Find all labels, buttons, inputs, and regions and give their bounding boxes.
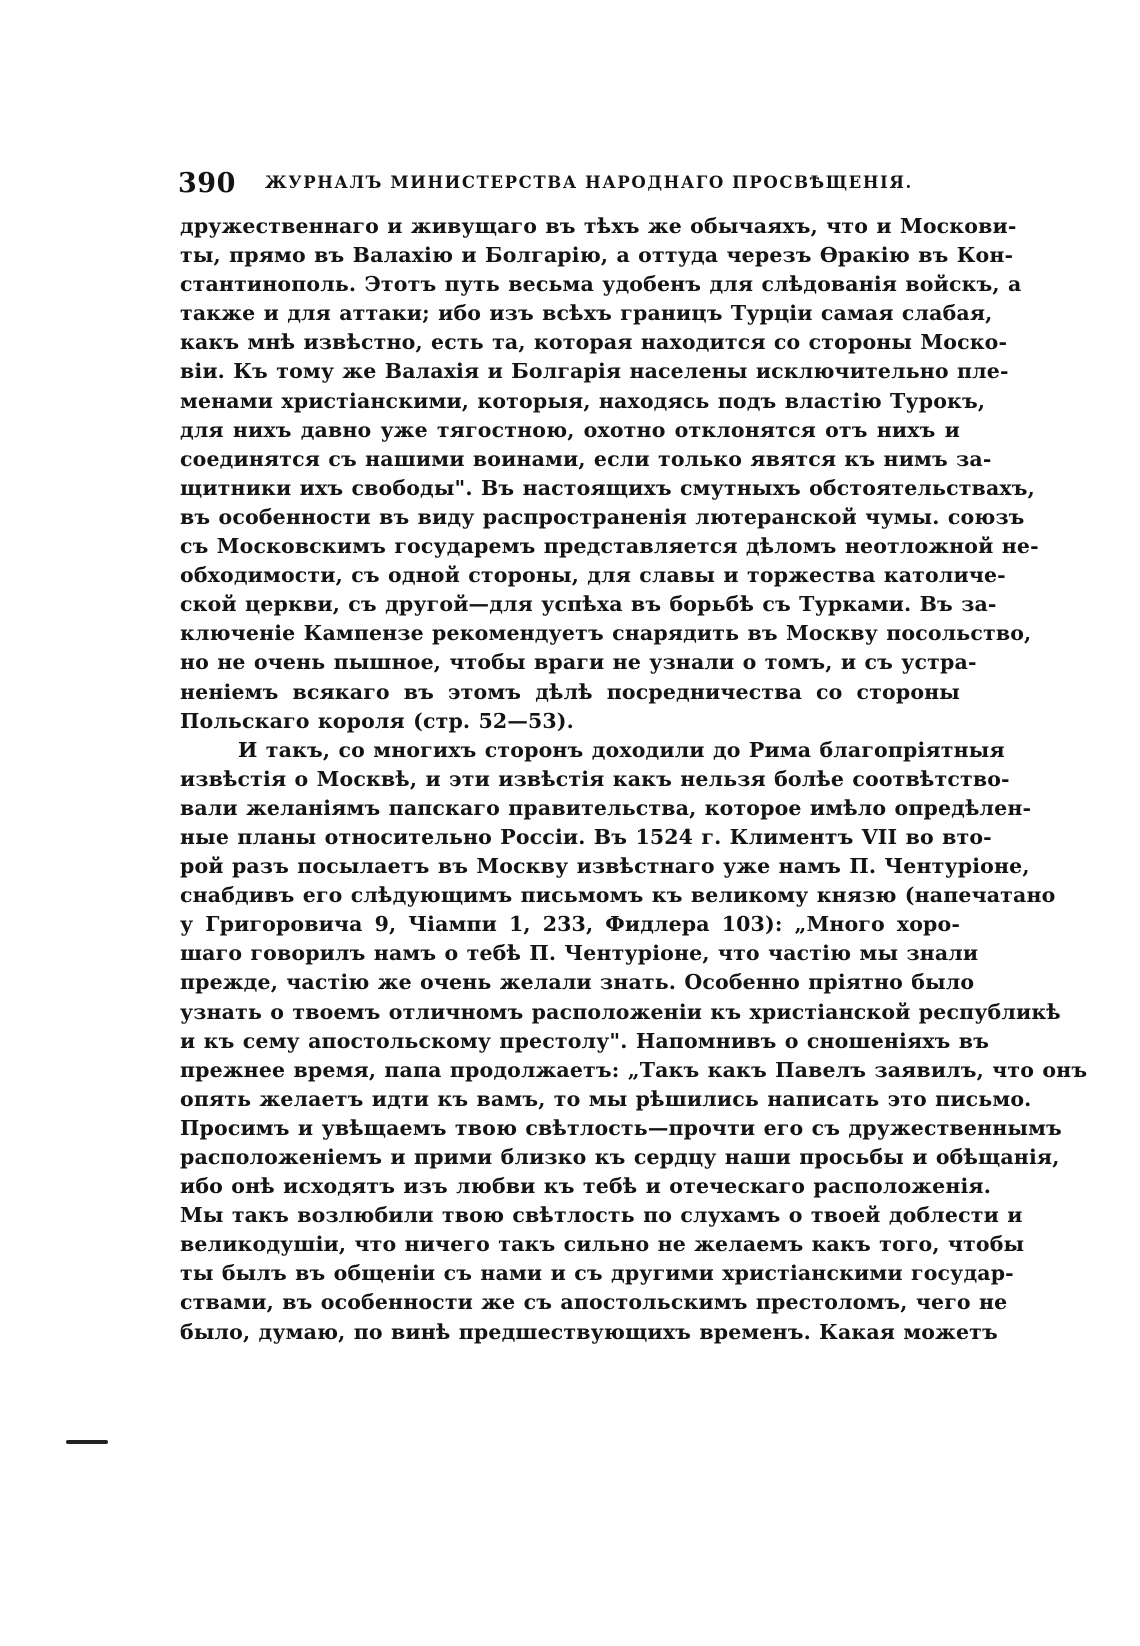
text-line: шаго говорилъ намъ о тебѣ П. Чентуріоне, что частію мы знали [180,941,979,966]
text-line: неніемъ всякаго въ этомъ дѣлѣ посредничества со стороны [180,679,960,704]
margin-dash-mark [66,1440,108,1444]
text-line: менами христіанскими, которыя, находясь подъ властію Турокъ, [180,388,986,413]
text-line: опять желаетъ идти къ вамъ, то мы рѣшились написать это письмо. [180,1086,1032,1111]
text-line: какъ мнѣ извѣстно, есть та, которая находится со стороны Моско- [180,330,1008,355]
text-line: извѣстія о Москвѣ, и эти извѣстія какъ нельзя болѣе соотвѣтство- [180,766,1010,791]
text-line: для нихъ давно уже тягостною, охотно отклонятся отъ нихъ и [180,417,960,442]
text-line: ибо онѣ исходятъ изъ любви къ тебѣ и отеческаго расположенія. [180,1174,992,1199]
text-line: Просимъ и увѣщаемъ твою свѣтлость—прочти его съ дружественнымъ [180,1115,1062,1140]
text-line: обходимости, съ одной стороны, для славы и торжества католиче- [180,563,1006,588]
text-line: прежнее время, папа продолжаетъ: „Такъ какъ Павелъ заявилъ, что онъ [180,1057,1088,1082]
text-line: щитники ихъ свободы". Въ настоящихъ смутныхъ обстоятельствахъ, [180,475,1035,500]
text-line: прежде, частію же очень желали знать. Особенно пріятно было [180,970,975,995]
text-line: рой разъ посылаетъ въ Москву извѣстнаго уже намъ П. Чентуріоне, [180,854,1030,879]
text-line: віи. Къ тому же Валахія и Болгарія населены исключительно пле- [180,359,1009,384]
text-line: въ особенности въ виду распространенія лютеранской чумы. союзъ [180,504,1025,529]
running-head: ЖУРНАЛЪ МИНИСТЕРСТВА НАРОДНАГО ПРОСВѢЩЕНІЯ. [265,173,913,192]
text-line: снабдивъ его слѣдующимъ письмомъ къ великому князю (напечатано [180,883,1056,908]
text-line: ные планы относительно Россіи. Въ 1524 г. Климентъ VII во вто- [180,824,992,849]
text-line: съ Московскимъ государемъ представляется дѣломъ неотложной не- [180,534,1039,559]
text-line: И такъ, со многихъ сторонъ доходили до Рима благопріятныя [238,737,1005,762]
text-line: узнать о твоемъ отличномъ расположеніи къ христіанской республикѣ [180,999,1061,1024]
text-line: великодушіи, что ничего такъ сильно не желаемъ какъ того, чтобы [180,1232,1025,1257]
text-line: Мы такъ возлюбили твою свѣтлость по слухамъ о твоей доблести и [180,1203,1023,1228]
text-line: стантинополь. Этотъ путь весьма удобенъ для слѣдованія войскъ, а [180,272,1022,297]
text-line: дружественнаго и живущаго въ тѣхъ же обычаяхъ, что и Москови- [180,214,1017,238]
text-line: было, думаю, по винѣ предшествующихъ временъ. Какая можетъ [180,1319,998,1344]
page-number: 390 [178,168,236,199]
text-line: и къ сему апостольскому престолу". Напомнивъ о сношеніяхъ въ [180,1028,990,1053]
text-line: у Григоровича 9, Чіампи 1, 233, Фидлера 103): „Много хоро- [180,912,960,937]
body-text [180,212,1088,1347]
text-line: вали желаніямъ папскаго правительства, которое имѣло опредѣлен- [180,795,1032,820]
text-line: ты, прямо въ Валахію и Болгарію, а оттуда черезъ Ѳракію въ Кон- [180,243,1014,268]
page-header [178,168,958,208]
text-line: соединятся съ нашими воинами, если только явятся къ нимъ за- [180,446,992,471]
text-line: ты былъ въ общеніи съ нами и съ другими христіанскими государ- [180,1261,1014,1286]
text-line: ской церкви, съ другой—для успѣха въ борьбѣ съ Турками. Въ за- [180,592,997,617]
text-line: но не очень пышное, чтобы враги не узнали о томъ, и съ устра- [180,650,977,675]
text-line: Польскаго короля (стр. 52—53). [180,708,574,733]
text-line: ключеніе Кампензе рекомендуетъ снарядить въ Москву посольство, [180,621,1032,646]
text-line: расположеніемъ и прими близко къ сердцу наши просьбы и обѣщанія, [180,1145,1060,1169]
text-line: также и для аттаки; ибо изъ всѣхъ границъ Турціи самая слабая, [180,301,993,326]
text-line: ствами, въ особенности же съ апостольскимъ престоломъ, чего не [180,1290,1008,1315]
